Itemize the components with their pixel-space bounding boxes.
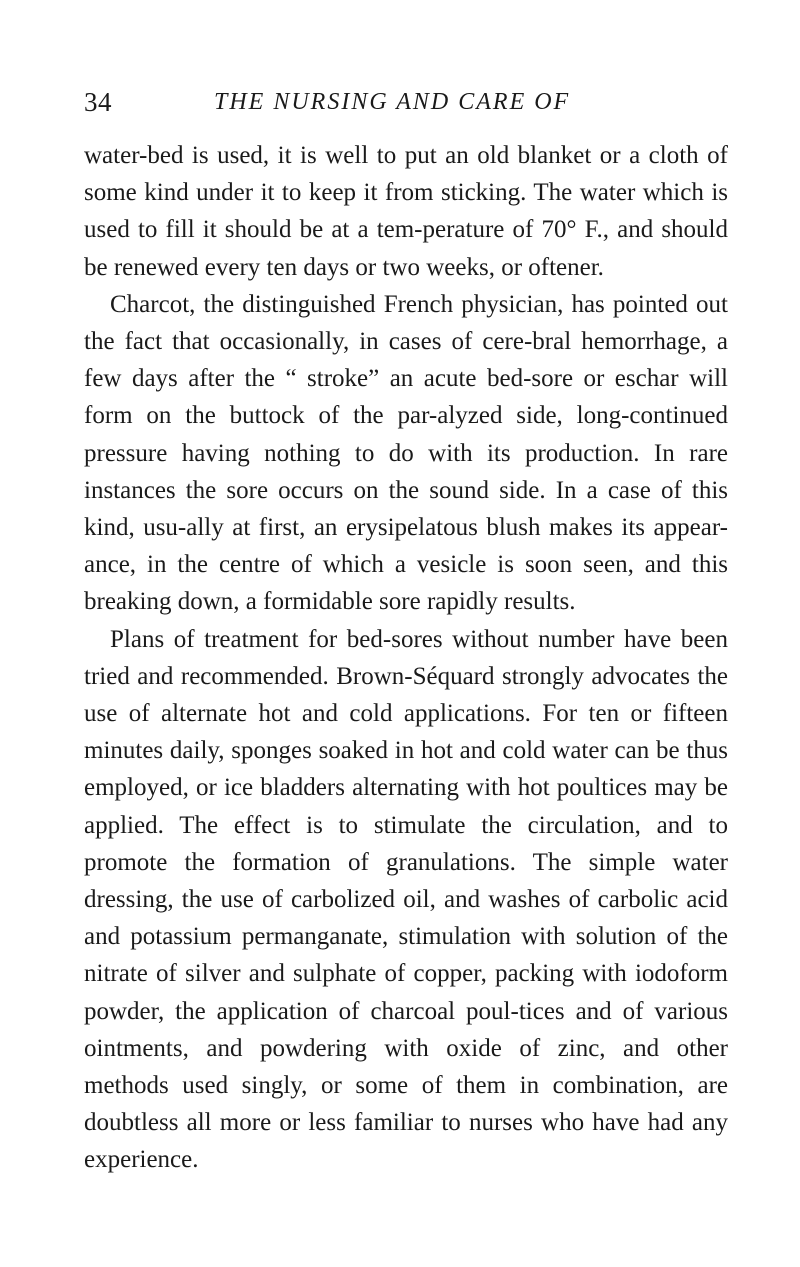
paragraph-charcot: Charcot, the distinguished French physician, has pointed out the fact that occasionally, in cases of cere-bral hemorrhage, a few days after the “ stroke” an acute bed-sore or eschar will form on the buttock of the par-alyzed side, long-continued pressure having nothing to do with its production. In rare instances the sore occurs on the sound side. In a case of this kind, usu-ally at first, an erysipelatous blush makes its appear-ance, in the centre of which a vesicle is soon seen, and this breaking down, a formidable sore rapidly results. [84, 290, 728, 616]
body-text [84, 137, 728, 1179]
page-header [84, 84, 724, 124]
paragraph-water-bed: water-bed is used, it is well to put an old blanket or a cloth of some kind under it to keep it from sticking. The water which is used to fill it should be at a tem-perature of 70° F., and should be renewed every ten days or two weeks, or oftener. [84, 142, 728, 281]
page-number: 34 [84, 87, 112, 117]
running-head: THE NURSING AND CARE OF [214, 89, 571, 115]
paragraph-treatment-plans: Plans of treatment for bed-sores without number have been tried and recommended. Brown-Séquard strongly advocates the use of alternate hot and cold applications. For ten or fifteen minutes daily, sponges soaked in hot and cold water can be thus employed, or ice bladders alternating with hot poultices may be applied. The effect is to stimulate the circulation, and to promote the formation of granulations. The simple water dressing, the use of carbolized oil, and washes of carbolic acid and potassium permanganate, stimulation with solution of the nitrate of silver and sulphate of copper, packing with iodoform powder, the application of charcoal poul-tices and of various ointments, and powdering with oxide of zinc, and other methods used singly, or some of them in combination, are doubtless all more or less familiar to nurses who have had any experience. [84, 625, 728, 1174]
